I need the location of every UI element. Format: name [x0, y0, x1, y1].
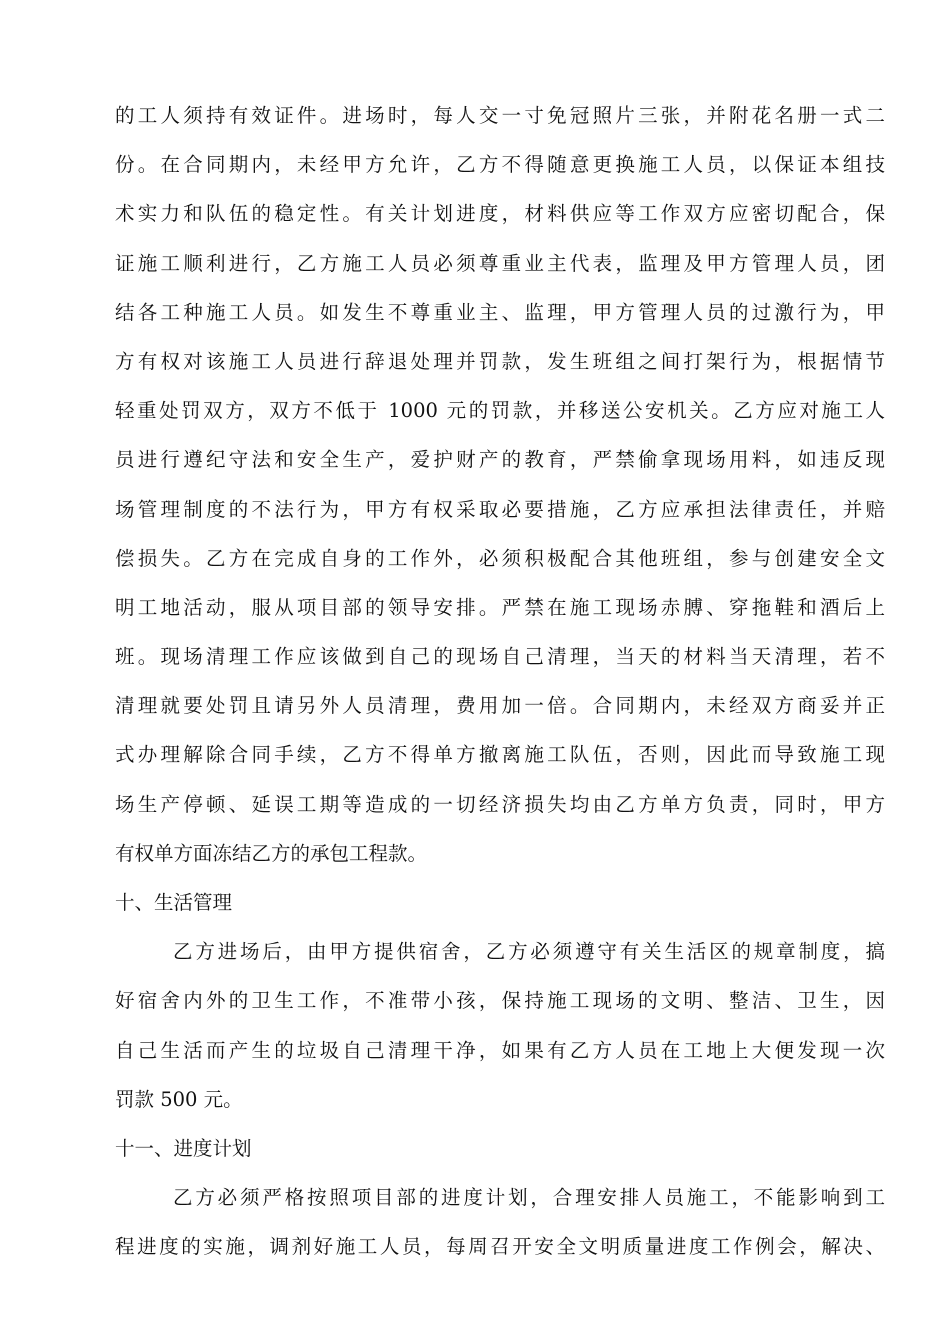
text-line: 班。现场清理工作应该做到自己的现场自己清理，当天的材料当天清理，若不	[115, 645, 885, 669]
section-heading-living-management: 十、生活管理	[115, 891, 233, 914]
text-line: 术实力和队伍的稳定性。有关计划进度，材料供应等工作双方应密切配合，保	[115, 202, 885, 226]
text-line: 的工人须持有效证件。进场时，每人交一寸免冠照片三张，并附花名册一式二	[115, 104, 885, 127]
document-body	[115, 91, 885, 1272]
text-line: 员进行遵纪守法和安全生产，爱护财产的教育，严禁偷拿现场用料，如违反现	[115, 448, 885, 472]
text-line: 方有权对该施工人员进行辞退处理并罚款，发生班组之间打架行为，根据情节	[115, 349, 885, 373]
text-line: 好宿舍内外的卫生工作，不准带小孩，保持施工现场的文明、整洁、卫生，因	[115, 989, 885, 1013]
text-line: 轻重处罚双方，双方不低于 1000 元的罚款，并移送公安机关。乙方应对施工人	[115, 399, 885, 423]
text-line: 乙方必须严格按照项目部的进度计划，合理安排人员施工，不能影响到工	[173, 1186, 885, 1210]
text-line: 结各工种施工人员。如发生不尊重业主、监理，甲方管理人员的过激行为，甲	[115, 300, 885, 324]
text-line: 明工地活动，服从项目部的领导安排。严禁在施工现场赤膊、穿拖鞋和酒后上	[115, 595, 885, 619]
section-heading-schedule-plan: 十一、进度计划	[115, 1136, 252, 1160]
text-line: 证施工顺利进行，乙方施工人员必须尊重业主代表，监理及甲方管理人员，团	[115, 251, 885, 275]
text-line: 自己生活而产生的垃圾自己清理干净，如果有乙方人员在工地上大便发现一次	[115, 1038, 885, 1062]
paragraph-living-management	[115, 927, 885, 1124]
text-line: 程进度的实施，调剂好施工人员，每周召开安全文明质量进度工作例会，解决、	[115, 1235, 885, 1259]
text-line: 有权单方面冻结乙方的承包工程款。	[115, 841, 428, 865]
text-line: 罚款 500 元。	[115, 1087, 243, 1111]
text-line: 乙方进场后，由甲方提供宿舍，乙方必须遵守有关生活区的规章制度，搞	[173, 940, 885, 964]
text-line: 偿损失。乙方在完成自身的工作外，必须积极配合其他班组，参与创建安全文	[115, 546, 885, 570]
paragraph-schedule-plan	[115, 1173, 885, 1271]
text-line: 式办理解除合同手续，乙方不得单方撤离施工队伍，否则，因此而导致施工现	[115, 743, 885, 767]
text-line: 场管理制度的不法行为，甲方有权采取必要措施，乙方应承担法律责任，并赔	[115, 497, 885, 521]
text-line: 场生产停顿、延误工期等造成的一切经济损失均由乙方单方负责，同时，甲方	[115, 792, 885, 816]
text-line: 清理就要处罚且请另外人员清理，费用加一倍。合同期内，未经双方商妥并正	[115, 694, 885, 718]
text-line: 份。在合同期内，未经甲方允许，乙方不得随意更换施工人员，以保证本组技	[115, 153, 885, 177]
paragraph-workers-management	[115, 91, 885, 878]
